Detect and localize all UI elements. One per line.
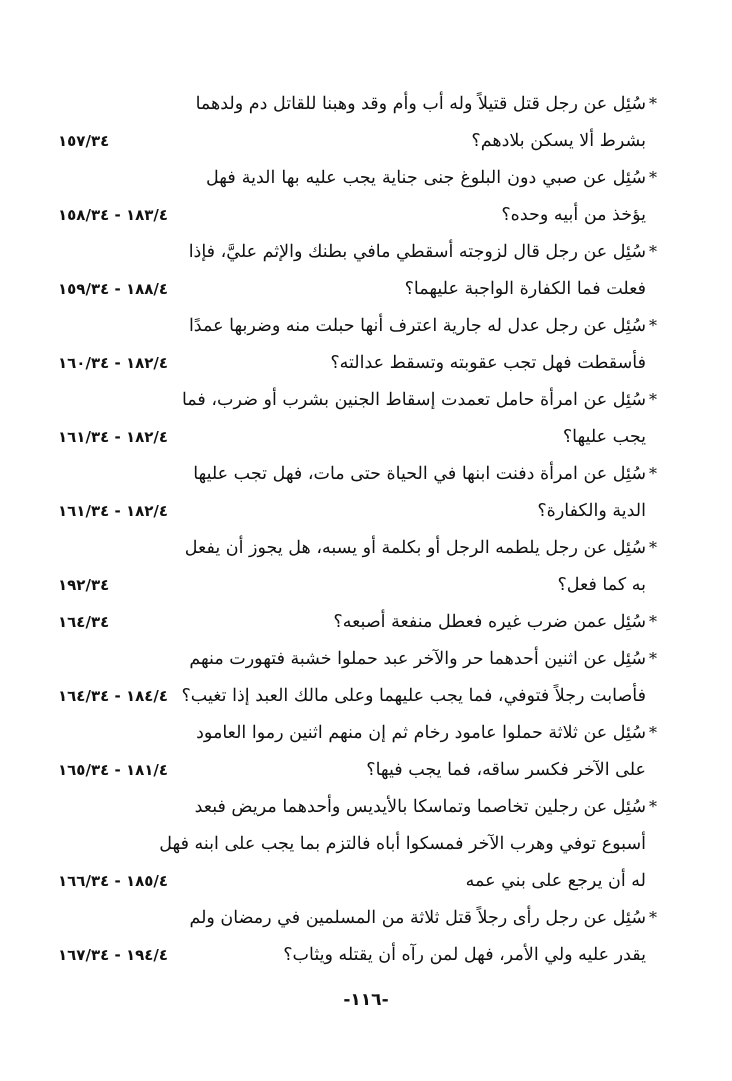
bullet-star-icon: * xyxy=(649,390,657,409)
entry-line xyxy=(0,493,732,530)
question-text: سُئِل عن رجل يلطمه الرجل أو بكلمة أو يسبه، هل يجوز أن يفعل xyxy=(184,538,646,558)
entry-line xyxy=(0,641,732,678)
index-entry xyxy=(0,160,732,234)
bullet-star-icon: * xyxy=(649,908,657,927)
entry-line xyxy=(0,456,732,493)
entry-line xyxy=(0,123,732,160)
entry-line xyxy=(0,308,732,345)
bullet-star-icon: * xyxy=(649,723,657,742)
index-entry xyxy=(0,900,732,974)
volume-page-reference: ١٨١/٤ - ١٦٥/٣٤ xyxy=(58,761,169,779)
entry-line xyxy=(0,678,732,715)
question-text: سُئِل عن رجل عدل له جارية اعترف أنها حبلت منه وضربها عمدًا xyxy=(188,316,646,336)
index-entry xyxy=(0,604,732,641)
entry-line xyxy=(0,937,732,974)
entry-line xyxy=(0,863,732,900)
question-text: سُئِل عن صبي دون البلوغ جنى جناية يجب عليه بها الدية فهل xyxy=(206,168,646,188)
entry-line xyxy=(0,530,732,567)
entry-line xyxy=(0,382,732,419)
volume-page-reference: ١٩٢/٣٤ xyxy=(58,576,110,594)
entry-line xyxy=(0,419,732,456)
page-number: -١١٦- xyxy=(343,990,389,1010)
question-text: يؤخذ من أبيه وحده؟ xyxy=(501,205,646,225)
bullet-star-icon: * xyxy=(649,242,657,261)
question-text: سُئِل عن ثلاثة حملوا عامود رخام ثم إن منهم اثنين رموا العامود xyxy=(196,723,646,743)
bullet-star-icon: * xyxy=(649,538,657,557)
entry-line xyxy=(0,86,732,123)
entry-line xyxy=(0,567,732,604)
volume-page-reference: ١٨٨/٤ - ١٥٩/٣٤ xyxy=(58,280,169,298)
entry-line xyxy=(0,789,732,826)
entry-line xyxy=(0,900,732,937)
index-entry xyxy=(0,86,732,160)
bullet-star-icon: * xyxy=(649,168,657,187)
question-text: سُئِل عمن ضرب غيره فعطل منفعة أصبعه؟ xyxy=(333,612,646,632)
volume-page-reference: ١٨٣/٤ - ١٥٨/٣٤ xyxy=(58,206,169,224)
index-entry xyxy=(0,456,732,530)
volume-page-reference: ١٨٢/٤ - ١٦٠/٣٤ xyxy=(58,354,169,372)
question-text: فعلت فما الكفارة الواجبة عليهما؟ xyxy=(404,279,646,299)
volume-page-reference: ١٨٥/٤ - ١٦٦/٣٤ xyxy=(58,872,169,890)
question-text: أسبوع توفي وهرب الآخر فمسكوا أباه فالتزم بما يجب على ابنه فهل xyxy=(159,834,646,854)
entry-line xyxy=(0,604,732,641)
entry-line xyxy=(0,197,732,234)
entry-line xyxy=(0,715,732,752)
question-text: فأسقطت فهل تجب عقوبته وتسقط عدالته؟ xyxy=(330,353,646,373)
volume-page-reference: ١٩٤/٤ - ١٦٧/٣٤ xyxy=(58,946,169,964)
entry-line xyxy=(0,345,732,382)
question-text: سُئِل عن رجل قتل قتيلاً وله أب وأم وقد وهبنا للقاتل دم ولدهما xyxy=(195,94,646,114)
index-entry xyxy=(0,530,732,604)
entry-line xyxy=(0,160,732,197)
index-entry xyxy=(0,715,732,789)
index-entry xyxy=(0,382,732,456)
question-text: بشرط ألا يسكن بلادهم؟ xyxy=(471,131,646,151)
bullet-star-icon: * xyxy=(649,464,657,483)
index-entry xyxy=(0,234,732,308)
index-entry xyxy=(0,789,732,900)
entry-line xyxy=(0,752,732,789)
volume-page-reference: ١٨٤/٤ - ١٦٤/٣٤ xyxy=(58,687,169,705)
bullet-star-icon: * xyxy=(649,797,657,816)
question-text: الدية والكفارة؟ xyxy=(537,501,646,521)
volume-page-reference: ١٦٤/٣٤ xyxy=(58,613,110,631)
volume-page-reference: ١٨٢/٤ - ١٦١/٣٤ xyxy=(58,428,169,446)
question-text: سُئِل عن رجل قال لزوجته أسقطي مافي بطنك والإثم عليَّ، فإذا xyxy=(188,242,646,262)
question-text: سُئِل عن رجل رأى رجلاً قتل ثلاثة من المسلمين في رمضان ولم xyxy=(189,908,646,928)
question-text: به كما فعل؟ xyxy=(557,575,646,595)
question-text: على الآخر فكسر ساقه، فما يجب فيها؟ xyxy=(366,760,646,780)
index-entry xyxy=(0,641,732,715)
entry-line xyxy=(0,826,732,863)
question-text: يقدر عليه ولي الأمر، فهل لمن رآه أن يقتله ويثاب؟ xyxy=(283,945,646,965)
question-text: سُئِل عن امرأة دفنت ابنها في الحياة حتى مات، فهل تجب عليها xyxy=(193,464,646,484)
question-text: له أن يرجع على بني عمه xyxy=(465,871,646,891)
volume-page-reference: ١٥٧/٣٤ xyxy=(58,132,110,150)
question-text: فأصابت رجلاً فتوفي، فما يجب عليهما وعلى مالك العبد إذا تغيب؟ xyxy=(181,686,646,706)
bullet-star-icon: * xyxy=(649,649,657,668)
fatwa-index-list xyxy=(0,86,732,974)
entry-line xyxy=(0,271,732,308)
bullet-star-icon: * xyxy=(649,316,657,335)
question-text: سُئِل عن رجلين تخاصما وتماسكا بالأيديس وأحدهما مريض فبعد xyxy=(194,797,646,817)
question-text: سُئِل عن امرأة حامل تعمدت إسقاط الجنين بشرب أو ضرب، فما xyxy=(181,390,646,410)
volume-page-reference: ١٨٢/٤ - ١٦١/٣٤ xyxy=(58,502,169,520)
question-text: يجب عليها؟ xyxy=(562,427,646,447)
question-text: سُئِل عن اثنين أحدهما حر والآخر عبد حملوا خشبة فتهورت منهم xyxy=(189,649,646,669)
bullet-star-icon: * xyxy=(649,612,657,631)
index-entry xyxy=(0,308,732,382)
entry-line xyxy=(0,234,732,271)
bullet-star-icon: * xyxy=(649,94,657,113)
